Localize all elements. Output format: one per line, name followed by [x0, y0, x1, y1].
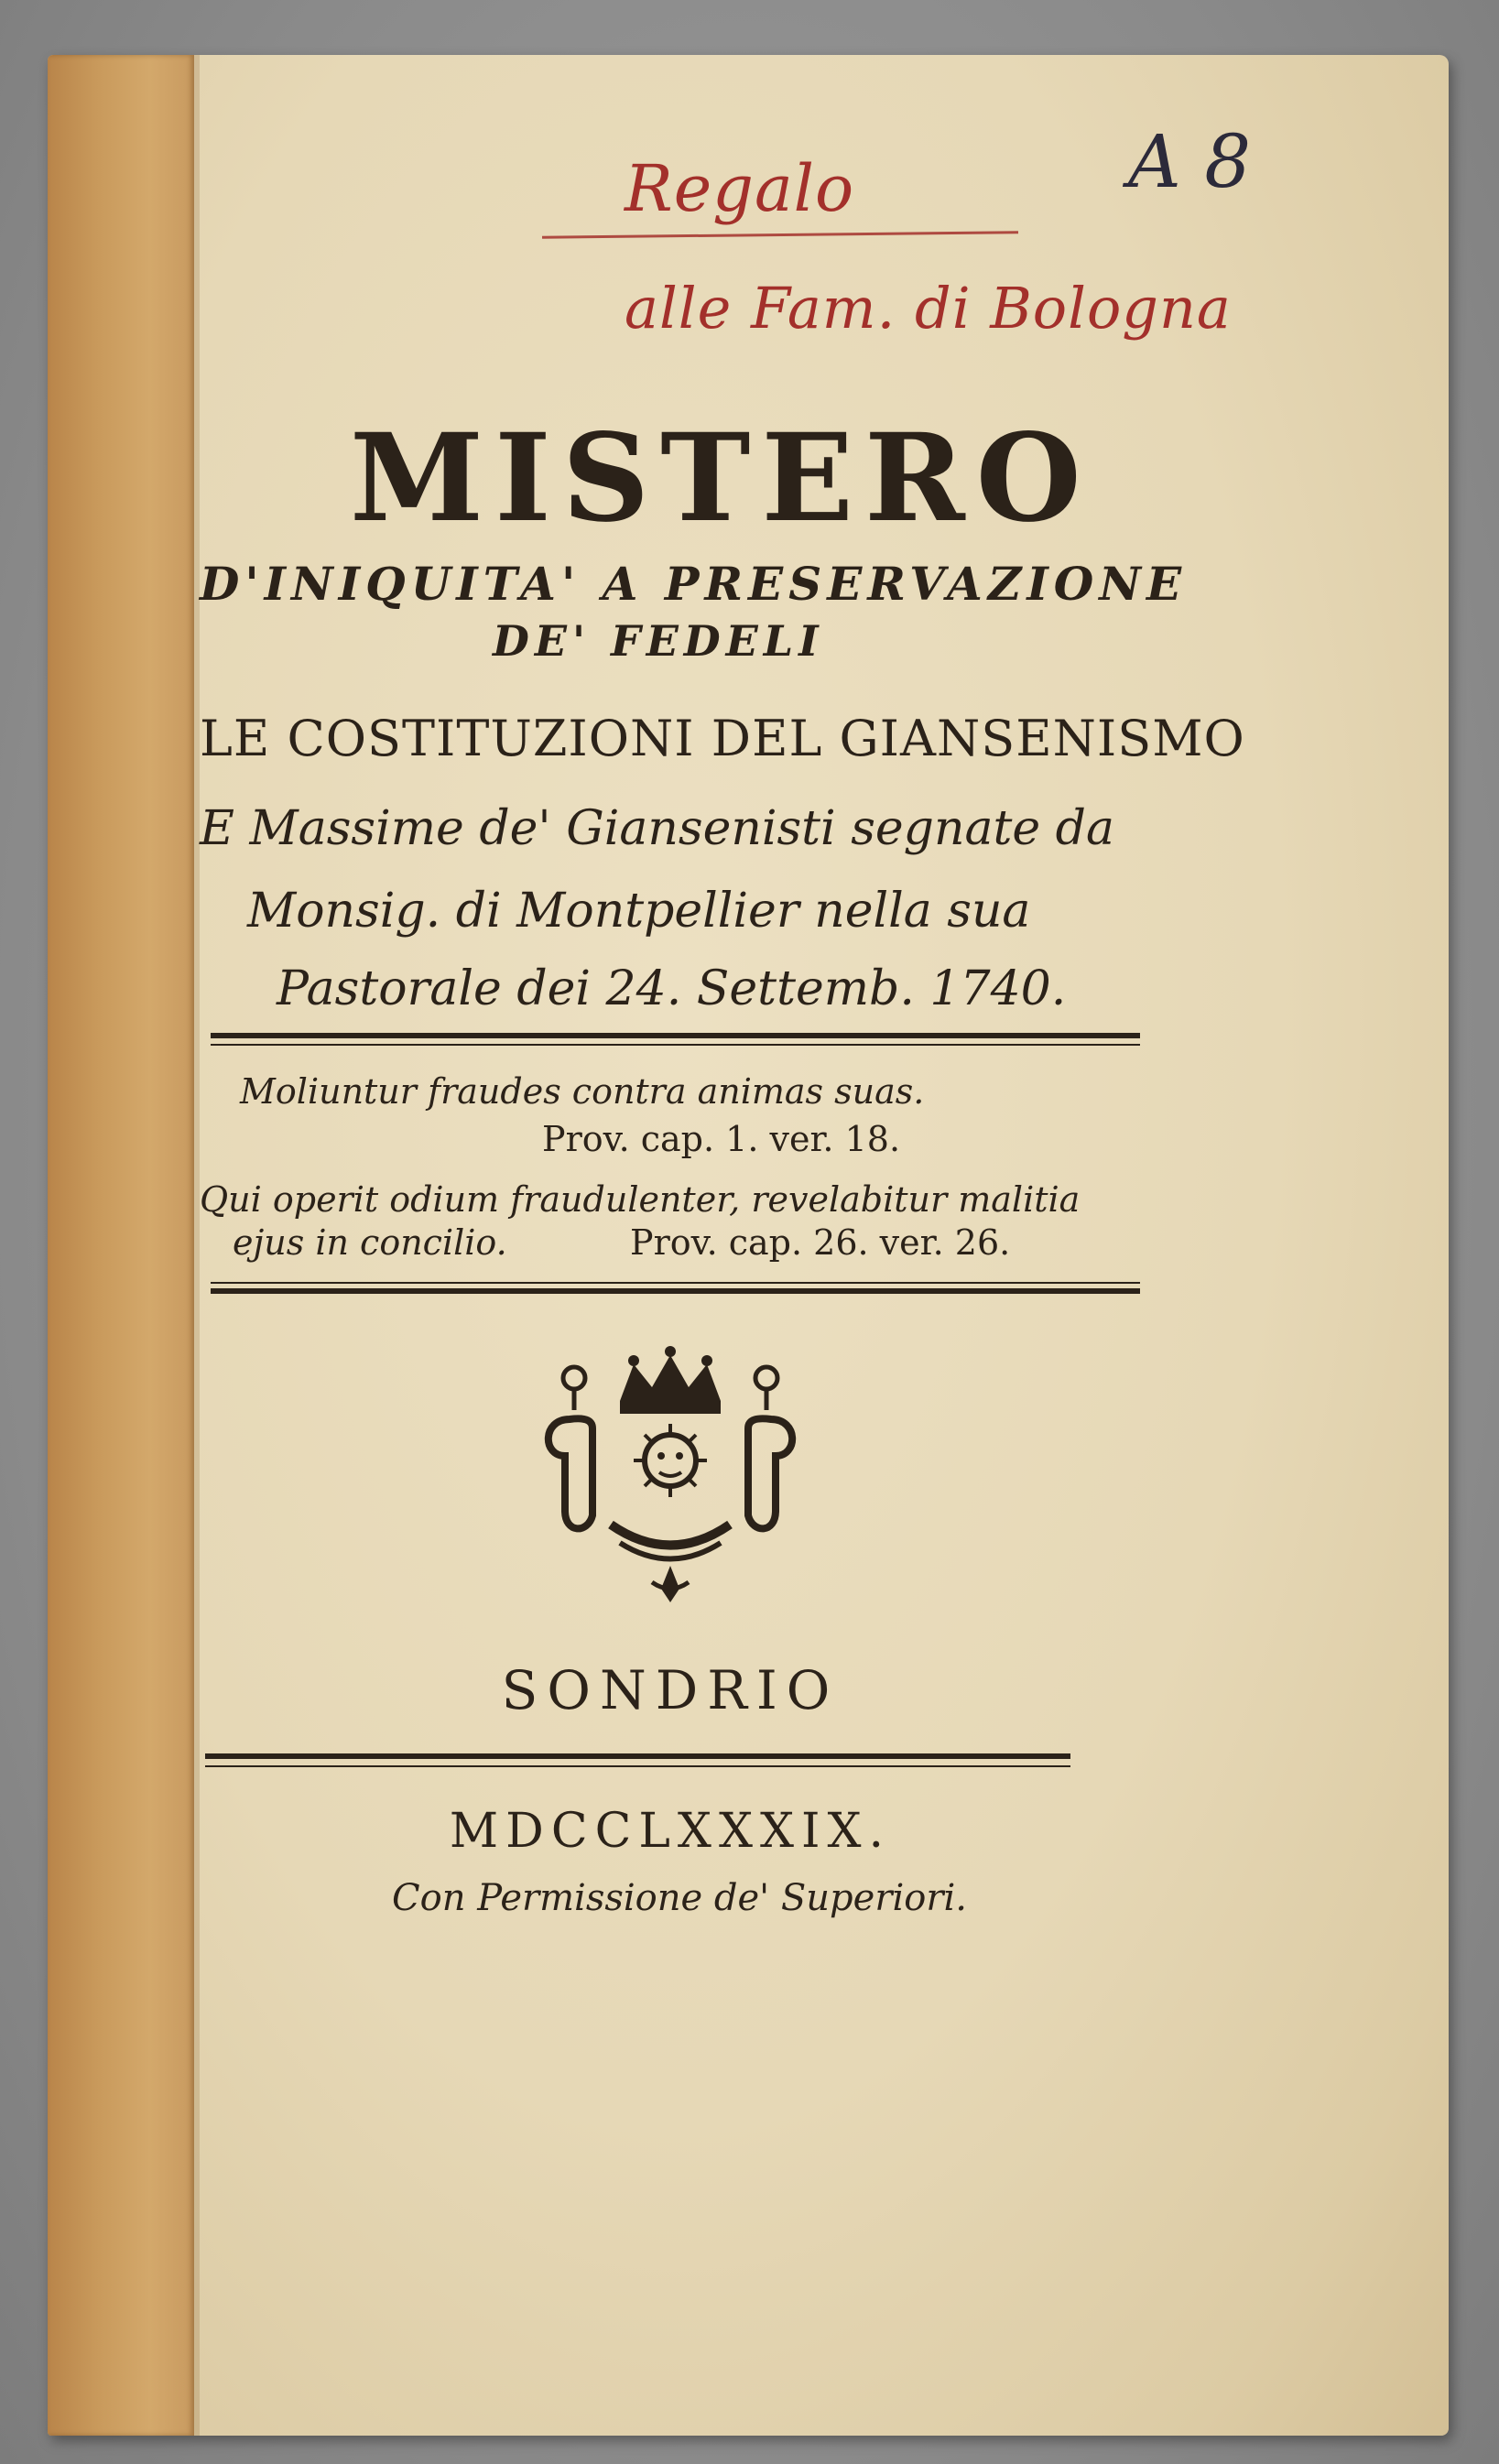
imprint-city: SONDRIO: [501, 1659, 840, 1721]
handwritten-annotation-line1: Regalo: [625, 151, 855, 226]
title-page: [48, 55, 1449, 2436]
epigraph-ref1: Prov. cap. 1. ver. 18.: [542, 1119, 901, 1159]
rule-thin-bottom: [211, 1282, 1140, 1284]
epigraph-quote1: Moliuntur fraudes contra animas suas.: [240, 1071, 925, 1112]
rule-thick-top: [211, 1033, 1140, 1038]
rule-thin-top: [211, 1044, 1140, 1046]
rule-thick-bottom: [211, 1288, 1140, 1294]
spine-edge-shadow: [194, 55, 200, 2436]
epigraph-quote2-line1: Qui operit odium fraudulenter, revelabitur malitia: [200, 1179, 1081, 1220]
subtitle-line1: D'INIQUITA' A PRESERVAZIONE: [200, 557, 1188, 611]
subtitle-italic-line1: E Massime de' Giansenisti segnate da: [200, 801, 1114, 856]
main-title: MISTERO: [350, 407, 1092, 549]
subtitle-italic-line2: Monsig. di Montpellier nella sua: [247, 884, 1031, 939]
shelfmark: A 8: [1128, 119, 1252, 204]
rule-imprint-thin: [205, 1765, 1070, 1767]
subtitle-line3: LE COSTITUZIONI DEL GIANSENISMO: [200, 710, 1245, 767]
subtitle-italic-line3: Pastorale dei 24. Settemb. 1740.: [277, 961, 1067, 1016]
handwritten-underline: [542, 231, 1018, 238]
paper-spine-strip: [48, 55, 194, 2436]
imprint-year: MDCCLXXXIX.: [449, 1804, 892, 1859]
rule-imprint-thick: [205, 1753, 1070, 1759]
imprint-permission: Con Permissione de' Superiori.: [392, 1877, 967, 1919]
epigraph-quote2-line2: ejus in concilio.: [233, 1222, 507, 1263]
subtitle-line2: DE' FEDELI: [493, 616, 824, 666]
epigraph-ref2: Prov. cap. 26. ver. 26.: [630, 1222, 1011, 1263]
printer-ornament-crown-cartouche: [533, 1337, 808, 1612]
handwritten-annotation-line2: alle Fam. di Bologna: [625, 275, 1232, 342]
